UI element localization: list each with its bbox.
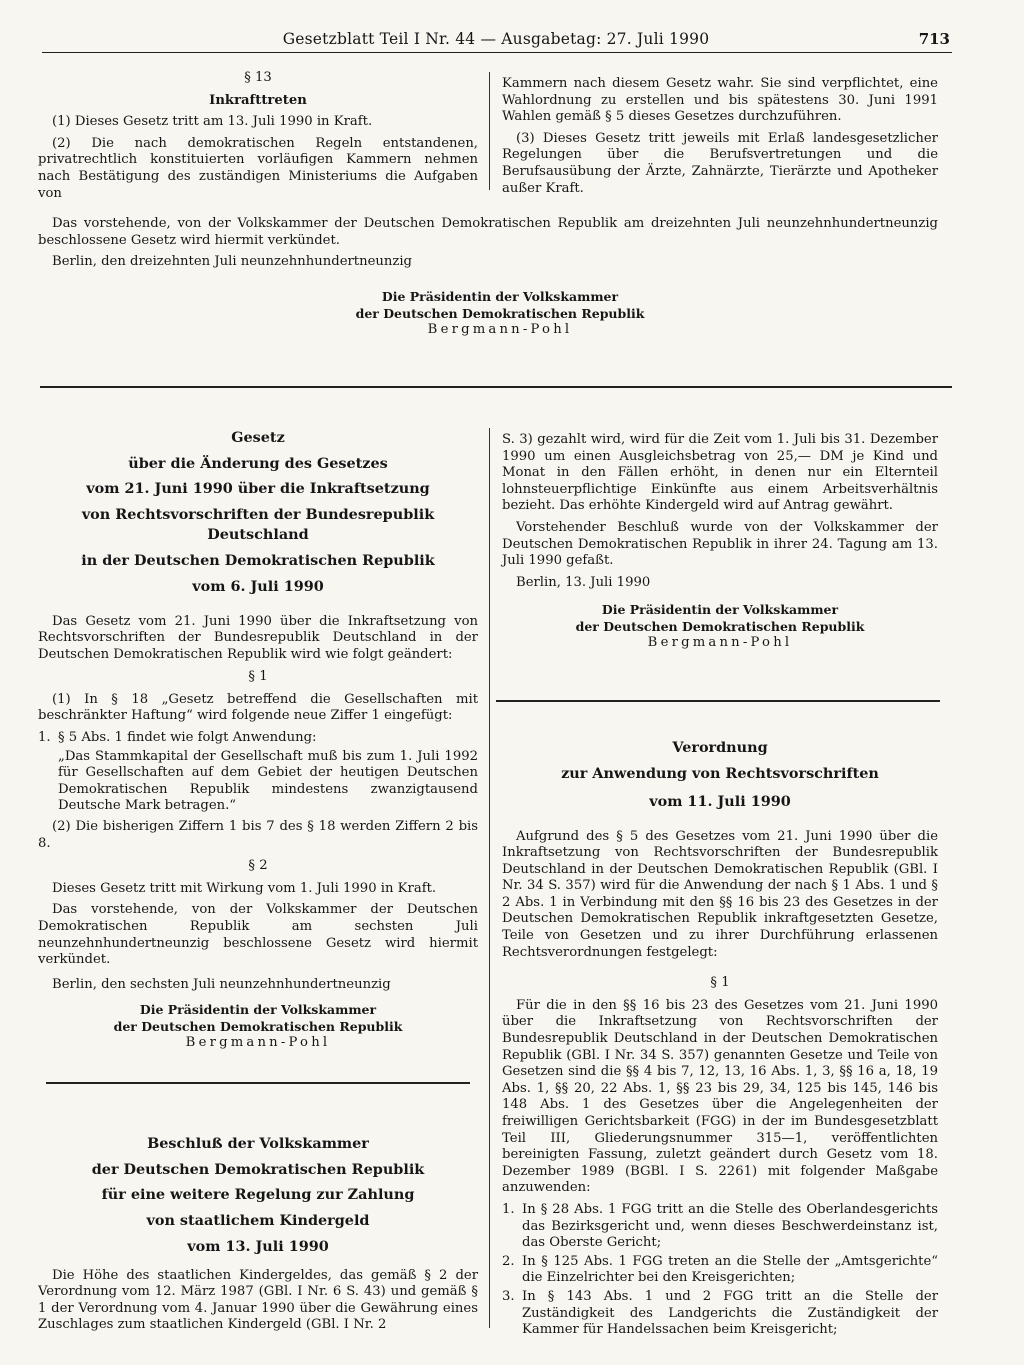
law-column bbox=[38, 428, 478, 1052]
law-title-line: über die Änderung des Gesetzes bbox=[128, 454, 388, 472]
section-separator-rule bbox=[40, 386, 952, 388]
resolution-title-line: von staatlichem Kindergeld bbox=[146, 1211, 370, 1229]
ordinance-intro: Aufgrund des § 5 des Gesetzes vom 21. Juni 1990 über die Inkraftsetzung von Rechtsvorschriften der Bundesrepublik Deutschland in der Deutschen Demokratischen Republik (GBl. I Nr. 34 S. 357) wird für die Anwendung der nach § 1 Abs. 1 und § 2 Abs. 1 in Verbindung mit den §§ 16 bis 23 des Gesetzes in der Deutschen Demokratischen Republik inkraftgesetzten Gesetze, Teile von Gesetzen und zu ihrer Durchführung erlassenen Rechtsverordnungen festgelegt: bbox=[502, 828, 938, 960]
resolution-text-left: Die Höhe des staatlichen Kindergeldes, das gemäß § 2 der Verordnung vom 12. März 1987 (GBl. I Nr. 6 S. 43) und gemäß § 1 der Verordnung vom 4. Januar 1990 über die Gewährung eines Zuschlages zum staatlichen Kindergeld (GBl. I Nr. 2 bbox=[38, 1267, 478, 1333]
page-header bbox=[42, 30, 950, 54]
top-left-column bbox=[38, 70, 478, 207]
resolution-signature-line2: der Deutschen Demokratischen Republik bbox=[575, 619, 865, 635]
law-s1-item-number: 1. bbox=[38, 730, 51, 746]
law-intro: Das Gesetz vom 21. Juni 1990 über die Inkraftsetzung von Rechtsvorschriften der Bundesrepublik Deutschland in der Deutschen Demokratischen Republik wird wie folgt geändert: bbox=[38, 613, 478, 662]
law-title-line: Gesetz bbox=[231, 429, 285, 446]
ordinance-title-line: zur Anwendung von Rechtsvorschriften bbox=[561, 764, 879, 782]
section-13-title: Inkrafttreten bbox=[209, 92, 307, 108]
top-promulgation-text: Das vorstehende, von der Volkskammer der Deutschen Demokratischen Republik am dreizehnten Juli neunzehnhundertneunzig beschlossene Gesetz wird hiermit verkündet. bbox=[38, 216, 938, 248]
law-s2-para1: Dieses Gesetz tritt mit Wirkung vom 1. Juli 1990 in Kraft. bbox=[52, 880, 437, 896]
law-signature-line1: Die Präsidentin der Volkskammer bbox=[139, 1002, 377, 1018]
section-13-para3: (3) Dieses Gesetz tritt jeweils mit Erlaß landesgesetzlicher Regelungen über die Berufsvertretungen und die Berufsausübung der Ärzte, Zahnärzte, Tierärzte und Apotheker außer Kraft. bbox=[502, 130, 938, 196]
ordinance-item-number: 1. bbox=[502, 1201, 515, 1217]
ordinance-column bbox=[502, 738, 938, 1341]
header-rule bbox=[42, 52, 952, 53]
ordinance-item bbox=[502, 1289, 938, 1339]
top-promulgation bbox=[38, 215, 938, 270]
resolution-title-line: der Deutschen Demokratischen Republik bbox=[91, 1160, 425, 1178]
law-place-date: Berlin, den sechsten Juli neunzehnhundertneunzig bbox=[52, 976, 391, 992]
resolution-place-date: Berlin, 13. Juli 1990 bbox=[516, 574, 651, 590]
law-title-block bbox=[38, 428, 478, 598]
top-place-date: Berlin, den dreizehnten Juli neunzehnhundertneunzig bbox=[52, 254, 412, 269]
ordinance-title-line: Verordnung bbox=[672, 739, 768, 756]
section-13-continuation: Kammern nach diesem Gesetz wahr. Sie sind verpflichtet, eine Wahlordnung zu erstellen und bis spätestens 30. Juni 1991 Wahlen gemäß § 5 dieses Gesetzes durchzuführen. bbox=[502, 76, 938, 125]
header-title: Gesetzblatt Teil I Nr. 44 — Ausgabetag: 27. Juli 1990 bbox=[282, 30, 710, 48]
top-right-column bbox=[502, 76, 938, 202]
law-section-1: § 1 bbox=[248, 669, 268, 685]
resolution-right-column bbox=[502, 432, 938, 652]
ordinance-item-number: 2. bbox=[502, 1253, 515, 1269]
law-s1-para1: (1) In § 18 „Gesetz betreffend die Gesellschaften mit beschränkter Haftung“ wird folgende neue Ziffer 1 eingefügt: bbox=[38, 691, 478, 724]
ordinance-item-text: In § 143 Abs. 1 und 2 FGG tritt an die Stelle der Zuständigkeit des Landgerichts die Zuständigkeit der Kammer für Handelssachen beim Kreisgericht; bbox=[522, 1288, 938, 1338]
law-title-line: in der Deutschen Demokratischen Republik bbox=[81, 551, 435, 569]
resolution-title-line: Beschluß der Volkskammer bbox=[147, 1135, 369, 1152]
left-separator-rule bbox=[46, 1082, 470, 1084]
ordinance-item-text: In § 125 Abs. 1 FGG treten an die Stelle der „Amtsgerichte“ die Einzelrichter bei den Kreisgerichten; bbox=[522, 1253, 938, 1286]
section-13-para1: (1) Dieses Gesetz tritt am 13. Juli 1990 in Kraft. bbox=[52, 114, 373, 130]
resolution-date: vom 13. Juli 1990 bbox=[187, 1238, 329, 1255]
law-s1-item-text: § 5 Abs. 1 findet wie folgt Anwendung: bbox=[58, 730, 317, 746]
law-promulgation: Das vorstehende, von der Volkskammer der Deutschen Demokratischen Republik am sechsten Juli neunzehnhundertneunzig beschlossene Gesetz wird hiermit verkündet. bbox=[38, 902, 478, 968]
law-s1-para2: (2) Die bisherigen Ziffern 1 bis 7 des § 18 werden Ziffern 2 bis 8. bbox=[38, 819, 478, 851]
ordinance-item bbox=[502, 1202, 938, 1252]
law-title-line: vom 21. Juni 1990 über die Inkraftsetzung bbox=[86, 480, 430, 497]
law-s1-item bbox=[38, 730, 478, 747]
resolution-left-column bbox=[38, 1134, 478, 1339]
law-signature-name: Bergmann-Pohl bbox=[185, 1035, 331, 1051]
resolution-title-line: für eine weitere Regelung zur Zahlung bbox=[101, 1186, 415, 1203]
law-section-2: § 2 bbox=[248, 858, 268, 874]
top-signature-name: Bergmann-Pohl bbox=[427, 322, 573, 337]
section-13-number: § 13 bbox=[244, 70, 272, 85]
top-signature bbox=[300, 288, 700, 339]
page-number: 713 bbox=[918, 30, 950, 48]
section-13-para2: (2) Die nach demokratischen Regeln entstandenen, privatrechtlich konstituierten vorläufigen Kammern nehmen nach Bestätigung des zuständigen Ministeriums die Aufgaben von bbox=[38, 135, 478, 201]
law-signature bbox=[38, 1001, 478, 1052]
ordinance-item bbox=[502, 1254, 938, 1287]
ordinance-title-block bbox=[502, 738, 938, 813]
resolution-signature-name: Bergmann-Pohl bbox=[647, 635, 793, 651]
resolution-text-right: S. 3) gezahlt wird, wird für die Zeit vom 1. Juli bis 31. Dezember 1990 um einen Ausgleichsbetrag von 25,— DM je Kind und Monat in den Fällen erhöht, in denen nur ein Elternteil lohnsteuerpflichtige Einkünfte aus einem Arbeitsverhältnis bezieht. Das erhöhte Kindergeld wird auf Antrag gewährt. bbox=[502, 432, 938, 514]
resolution-signature-line1: Die Präsidentin der Volkskammer bbox=[601, 602, 839, 618]
top-signature-line1: Die Präsidentin der Volkskammer bbox=[381, 289, 619, 304]
right-separator-rule bbox=[496, 700, 940, 702]
ordinance-item-text: In § 28 Abs. 1 FGG tritt an die Stelle des Oberlandesgerichts das Bezirksgericht und, wenn dieses Beschwerdeinstanz ist, das Oberste Gericht; bbox=[522, 1201, 938, 1251]
top-column-divider bbox=[489, 72, 490, 190]
law-date: vom 6. Juli 1990 bbox=[192, 578, 324, 595]
column-divider bbox=[489, 428, 490, 1328]
ordinance-s1-text: Für die in den §§ 16 bis 23 des Gesetzes vom 21. Juni 1990 über die Inkraftsetzung von Rechtsvorschriften der Bundesrepublik Deutschland in der Deutschen Demokratischen Republik (GBl. I Nr. 34 S. 357) genannten Gesetze und Teile von Gesetzen sind die §§ 4 bis 7, 12, 13, 16 Abs. 1, 3, §§ 16 a, 18, 19 Abs. 1, §§ 20, 22 Abs. 1, §§ 23 bis 29, 34, 125 bis 145, 146 bis 148 Abs. 1 des Gesetzes über die Angelegenheiten der freiwilligen Gerichtsbarkeit (FGG) in der im Bundesgesetzblatt Teil III, Gliederungsnummer 315—1, veröffentlichten bereinigten Fassung, zuletzt geändert durch Gesetz vom 18. Dezember 1989 (BGBl. I S. 2261) mit folgender Maßgabe anzuwenden: bbox=[502, 997, 938, 1196]
ordinance-section-1: § 1 bbox=[710, 975, 730, 991]
resolution-signature bbox=[502, 601, 938, 652]
ordinance-item-number: 3. bbox=[502, 1288, 515, 1304]
resolution-title-block bbox=[38, 1134, 478, 1258]
top-signature-line2: der Deutschen Demokratischen Republik bbox=[355, 306, 645, 321]
law-s1-item-quote: „Das Stammkapital der Gesellschaft muß bis zum 1. Juli 1992 für Gesellschaften auf dem Gebiet der heutigen Deutschen Demokratischen Republik mindestens zwanzigtausend Deutsche Mark betragen.“ bbox=[58, 748, 478, 814]
ordinance-date: vom 11. Juli 1990 bbox=[649, 793, 791, 810]
resolution-closing: Vorstehender Beschluß wurde von der Volkskammer der Deutschen Demokratischen Republik in ihrer 24. Tagung am 13. Juli 1990 gefaßt. bbox=[502, 519, 938, 569]
law-title-line: von Rechtsvorschriften der Bundesrepublik Deutschland bbox=[81, 505, 435, 543]
law-signature-line2: der Deutschen Demokratischen Republik bbox=[113, 1019, 403, 1035]
